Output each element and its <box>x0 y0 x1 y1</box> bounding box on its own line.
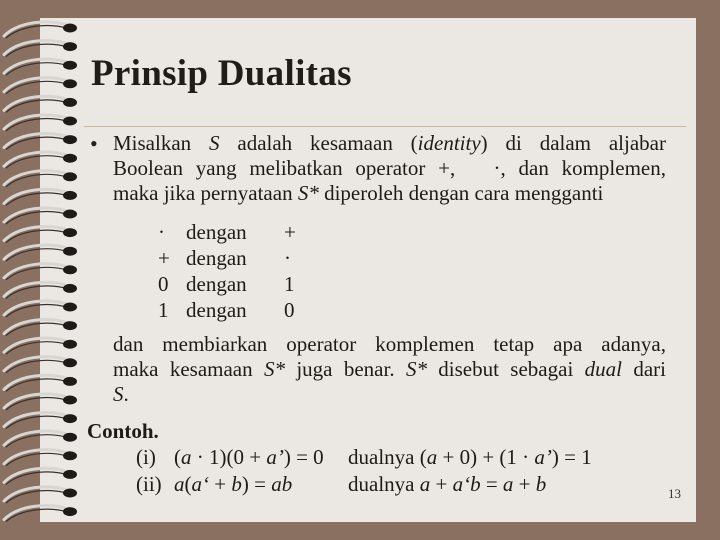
replacement-to: 0 <box>284 298 295 322</box>
intro-line-3: maka jika pernyataan S* diperoleh dengan cara mengganti <box>113 181 604 205</box>
replacement-word: dengan <box>186 298 247 322</box>
spiral-ring <box>4 357 77 373</box>
replacement-list <box>158 219 296 323</box>
replacement-to: · <box>284 246 291 270</box>
intro-paragraph <box>113 131 666 206</box>
spiral-ring <box>4 134 77 150</box>
bullet-marker: • <box>90 131 98 156</box>
example-dual: dualnya a + a‘b = a + b <box>348 472 547 496</box>
replacement-word: dengan <box>186 246 247 270</box>
example-row-1 <box>136 445 592 470</box>
spiral-ring <box>4 450 77 466</box>
spiral-ring <box>4 115 77 131</box>
spiral-ring <box>4 394 77 410</box>
outro-line-3: S. <box>113 382 129 406</box>
example-expression: a(a‘ + b) = ab <box>174 472 293 496</box>
spiral-ring <box>4 78 77 94</box>
replacement-from: · <box>158 220 165 244</box>
replacement-row <box>158 271 296 297</box>
outro-line-1: dan membiarkan operator komplemen tetap apa adanya, <box>113 332 666 356</box>
replacement-row <box>158 219 296 245</box>
spiral-ring <box>4 301 77 317</box>
spiral-ring <box>4 171 77 187</box>
spiral-ring <box>4 59 77 75</box>
replacement-row <box>158 297 296 323</box>
example-row-2 <box>136 472 547 497</box>
spiral-ring <box>4 152 77 168</box>
spiral-ring <box>4 413 77 429</box>
replacement-from: 1 <box>158 298 169 322</box>
spiral-ring <box>4 22 77 38</box>
intro-line-2: Boolean yang melibatkan operator +, ·, dan komplemen, <box>113 156 666 180</box>
spiral-ring <box>4 264 77 280</box>
replacement-word: dengan <box>186 220 247 244</box>
replacement-to: + <box>284 220 296 244</box>
spiral-ring <box>4 320 77 336</box>
spiral-ring <box>4 96 77 112</box>
example-label: (ii) <box>136 472 162 496</box>
title-divider <box>84 126 686 127</box>
spiral-ring <box>4 338 77 354</box>
example-label: (i) <box>136 445 156 469</box>
replacement-row <box>158 245 296 271</box>
spiral-ring <box>4 208 77 224</box>
replacement-from: + <box>158 246 170 270</box>
spiral-ring <box>4 506 77 522</box>
spiral-binding <box>0 18 90 522</box>
spiral-ring <box>4 227 77 243</box>
outro-line-2: maka kesamaan S* juga benar. S* disebut sebagai dual dari <box>113 357 666 381</box>
replacement-word: dengan <box>186 272 247 296</box>
example-heading: Contoh. <box>87 419 159 443</box>
spiral-ring <box>4 189 77 205</box>
example-dual: dualnya (a + 0) + (1 · a’) = 1 <box>348 445 592 469</box>
replacement-to: 1 <box>284 272 295 296</box>
intro-line-1: Misalkan S adalah kesamaan (identity) di dalam aljabar <box>113 131 666 155</box>
spiral-ring <box>4 431 77 447</box>
spiral-ring <box>4 41 77 57</box>
page-number: 13 <box>668 486 681 501</box>
spiral-ring <box>4 282 77 298</box>
spiral-ring <box>4 487 77 503</box>
spiral-ring <box>4 468 77 484</box>
slide-title: Prinsip Dualitas <box>91 53 352 94</box>
spiral-ring <box>4 375 77 391</box>
outro-paragraph <box>113 332 666 407</box>
replacement-from: 0 <box>158 272 169 296</box>
spiral-ring <box>4 245 77 261</box>
example-expression: (a · 1)(0 + a’) = 0 <box>174 445 324 469</box>
